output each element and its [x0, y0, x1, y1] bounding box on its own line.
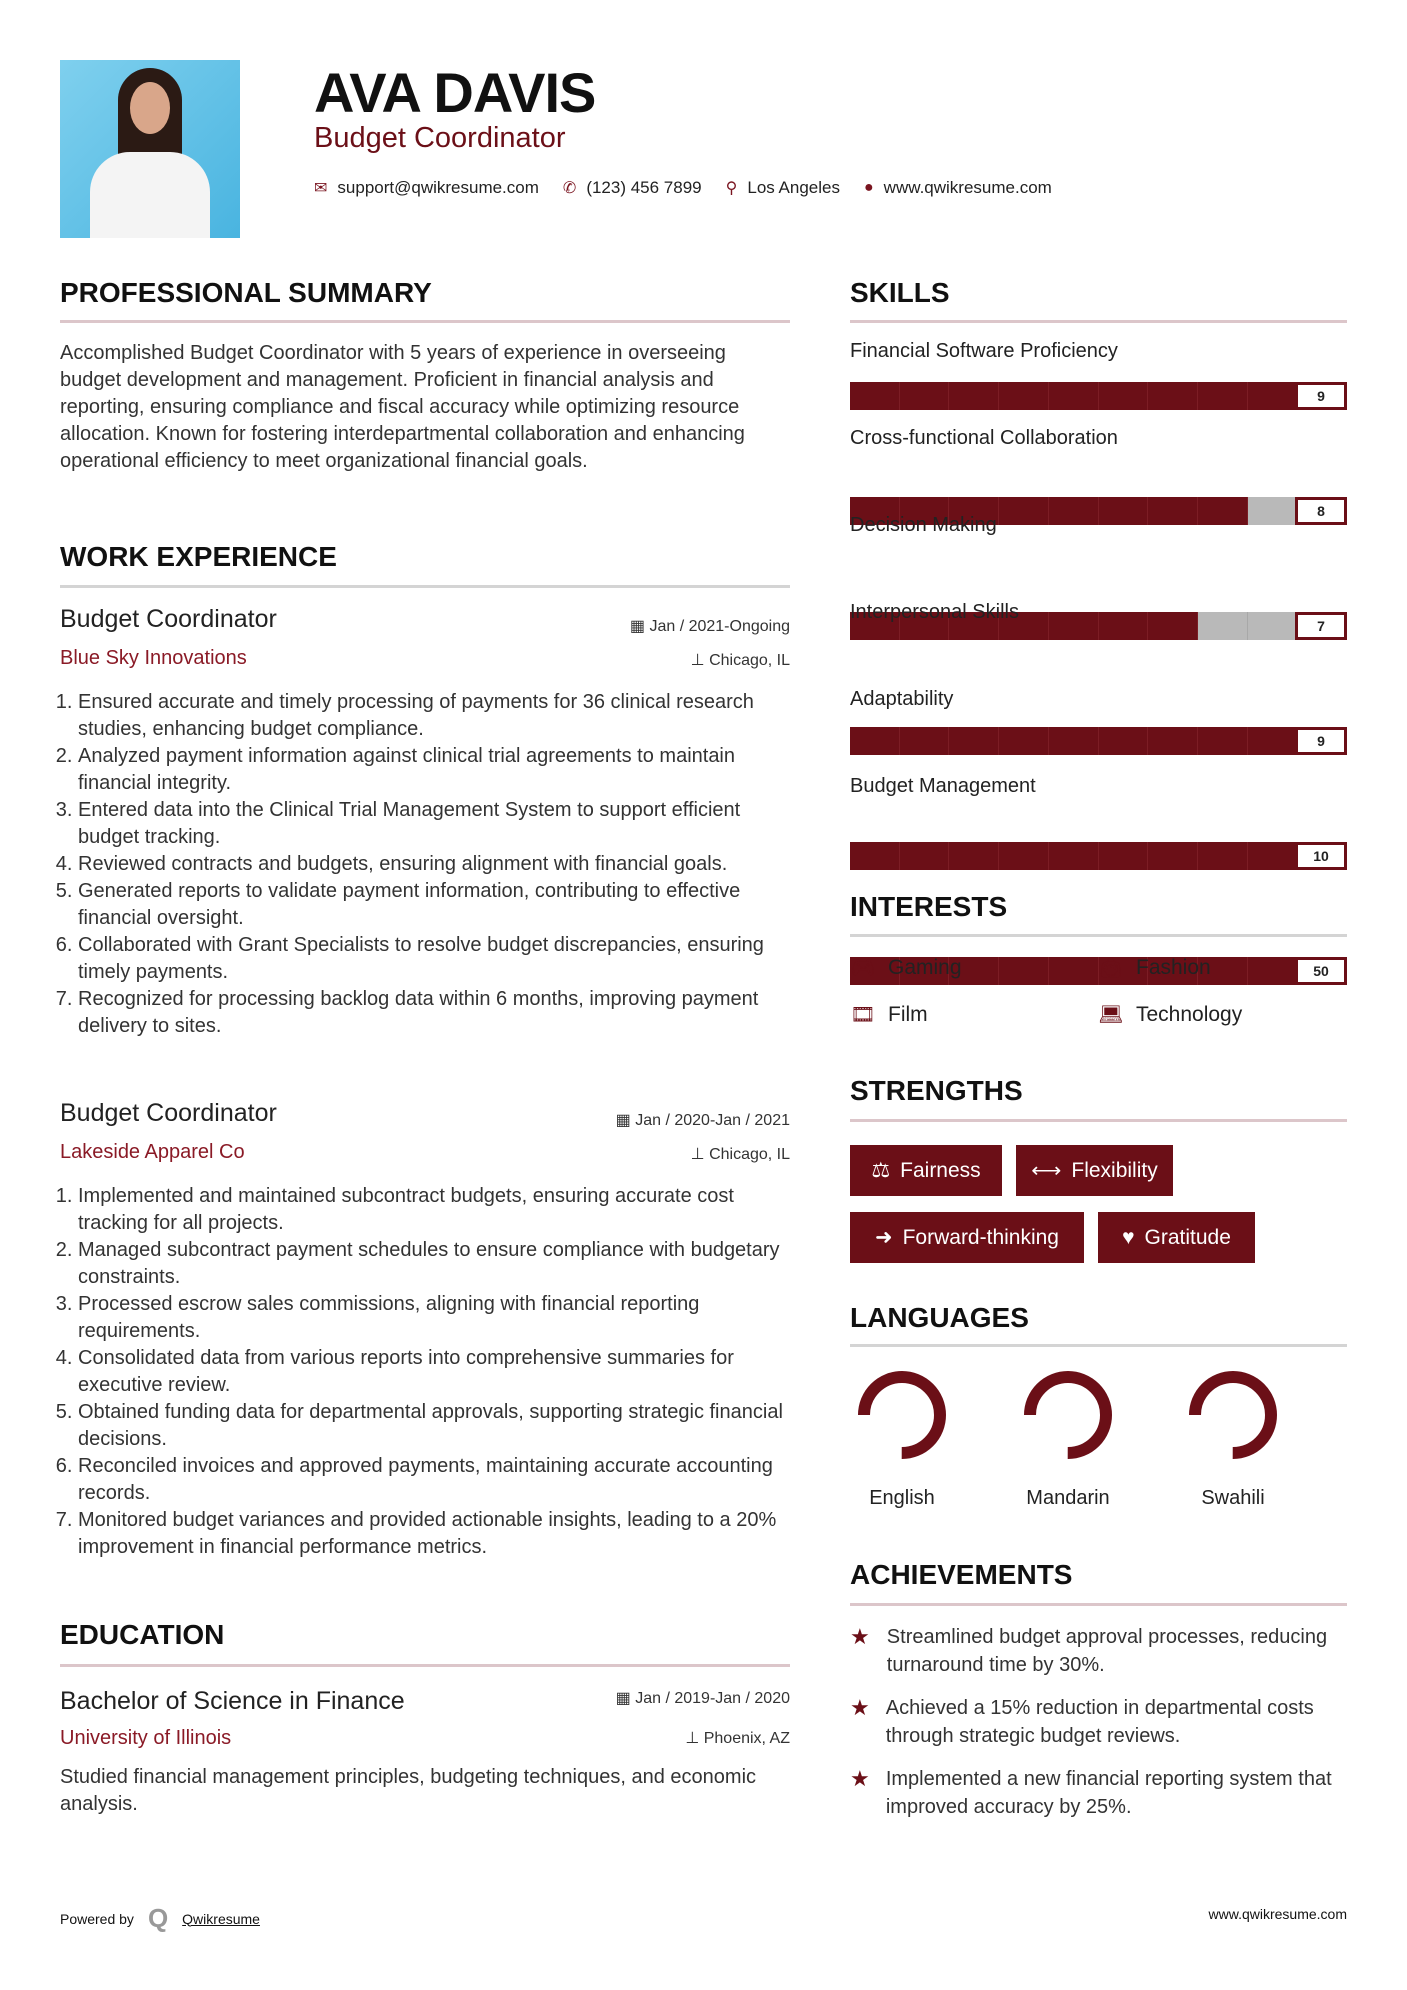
- skill-label: Cross-functional Collaboration: [850, 427, 1118, 449]
- skill-segment: [1049, 727, 1099, 755]
- skill-segment: [949, 382, 999, 410]
- achievements-heading: ACHIEVEMENTS: [850, 1559, 1073, 1590]
- language-ring: [1183, 1365, 1283, 1465]
- phone: (123) 456 7899: [586, 178, 702, 197]
- bullet-item: 6. Collaborated with Grant Specialists to resolve budget discrepancies, ensuring timely payments.: [78, 932, 790, 986]
- achievement-item: [850, 1765, 1347, 1821]
- strength-badge: [1016, 1145, 1173, 1196]
- language-level-arc: [1195, 1377, 1271, 1453]
- bullet-item: 7. Recognized for processing backlog data within 6 months, improving payment delivery to sites.: [78, 986, 790, 1040]
- interest-item: [850, 1002, 928, 1027]
- shopping-bag-icon: 👜︎: [1098, 957, 1124, 979]
- skill-segment: [1248, 957, 1298, 985]
- language-label: Mandarin: [1026, 1487, 1110, 1509]
- skill-segment: [1148, 842, 1198, 870]
- pin-icon: ⊥: [690, 1146, 710, 1163]
- degree: Bachelor of Science in Finance: [60, 1687, 405, 1715]
- skill-segment: [999, 382, 1049, 410]
- gamepad-icon: 🎮︎: [850, 957, 876, 979]
- pin-icon: ⊥: [690, 652, 710, 669]
- bullet-item: 1. Ensured accurate and timely processing of payments for 36 clinical research studies, enhancing budget compliance.: [78, 689, 790, 743]
- candidate-title: Budget Coordinator: [314, 122, 566, 154]
- skill-segment: [1049, 842, 1099, 870]
- location-text: Chicago, IL: [709, 1146, 790, 1163]
- map-marker-icon: ⚲: [725, 180, 738, 197]
- skill-segment: [1148, 382, 1198, 410]
- dates-text: Jan / 2021-Ongoing: [649, 618, 790, 635]
- education-dates: [616, 1688, 790, 1708]
- language-ring: [852, 1365, 952, 1465]
- envelope-icon: ✉: [314, 180, 328, 197]
- interest-label: Fashion: [1136, 955, 1211, 979]
- footer-website[interactable]: www.qwikresume.com: [1208, 1906, 1347, 1922]
- strength-badge: [850, 1145, 1002, 1196]
- divider: [850, 1344, 1347, 1347]
- skill-segment: [999, 842, 1049, 870]
- interests-heading: INTERESTS: [850, 891, 1008, 922]
- email[interactable]: support@qwikresume.com: [337, 178, 539, 197]
- job-bullets: [60, 1183, 790, 1561]
- calendar-icon: ▦: [615, 1690, 636, 1707]
- interest-item: [1098, 1002, 1242, 1027]
- skill-segment: [1099, 382, 1149, 410]
- divider: [850, 1603, 1347, 1606]
- interest-item: [1098, 955, 1211, 980]
- dates-text: Jan / 2019-Jan / 2020: [635, 1690, 790, 1707]
- star-icon: ★: [850, 1695, 870, 1720]
- interest-label: Film: [888, 1002, 928, 1026]
- job-title: Budget Coordinator: [60, 605, 277, 633]
- education-location: [685, 1728, 790, 1748]
- education-description: Studied financial management principles, budgeting techniques, and economic analysis.: [60, 1766, 757, 1815]
- interest-item: [850, 955, 962, 980]
- strength-label: Gratitude: [1144, 1225, 1231, 1249]
- bullet-item: 5. Generated reports to validate payment information, contributing to effective financial oversight.: [78, 878, 790, 932]
- skill-segment: [1148, 727, 1198, 755]
- skill-label: Financial Software Proficiency: [850, 340, 1118, 362]
- divider: [60, 585, 790, 588]
- contact-bar: [314, 178, 1052, 198]
- language-ring: [1018, 1365, 1118, 1465]
- skill-segment: [850, 382, 900, 410]
- job-location: [691, 1144, 790, 1164]
- summary-heading: PROFESSIONAL SUMMARY: [60, 277, 432, 308]
- achievement-text: Streamlined budget approval processes, reducing turnaround time by 30%.: [886, 1626, 1328, 1676]
- brand-link[interactable]: Qwikresume: [182, 1910, 260, 1927]
- skill-label: Decision Making: [850, 514, 997, 536]
- skill-value: 8: [1295, 497, 1347, 525]
- globe-icon: ●: [864, 179, 874, 196]
- dates-text: Jan / 2020-Jan / 2021: [635, 1112, 790, 1129]
- achievement-text: Implemented a new financial reporting system that improved accuracy by 25%.: [885, 1768, 1332, 1818]
- balance-scale-icon: ⚖: [871, 1159, 891, 1182]
- company-name: Blue Sky Innovations: [60, 647, 247, 669]
- strengths-heading: STRENGTHS: [850, 1075, 1023, 1106]
- skill-segment: [900, 727, 950, 755]
- film-icon: 🎞︎: [850, 1004, 876, 1026]
- skills-heading: SKILLS: [850, 277, 950, 308]
- achievement-text: Achieved a 15% reduction in departmental costs through strategic budget reviews.: [885, 1697, 1314, 1747]
- school: University of Illinois: [60, 1727, 232, 1749]
- divider: [850, 1119, 1347, 1122]
- skill-segment: [999, 957, 1049, 985]
- strength-badge: [850, 1212, 1084, 1263]
- skill-segment: [1099, 842, 1149, 870]
- divider: [60, 320, 790, 323]
- skill-segment: [1198, 727, 1248, 755]
- skill-label: Adaptability: [850, 688, 954, 710]
- strength-label: Fairness: [900, 1158, 981, 1182]
- strength-label: Forward-thinking: [902, 1225, 1059, 1249]
- bullet-item: 4. Consolidated data from various reports into comprehensive summaries for executive review.: [78, 1345, 790, 1399]
- arrow-right-icon: ➜: [874, 1226, 893, 1249]
- experience-heading: WORK EXPERIENCE: [60, 541, 337, 572]
- bullet-item: 2. Managed subcontract payment schedules to ensure compliance with budgetary constraints.: [78, 1237, 790, 1291]
- language-level-arc: [1030, 1377, 1106, 1453]
- location-text: Phoenix, AZ: [703, 1730, 790, 1747]
- skill-label: Interpersonal Skills: [850, 601, 1019, 623]
- language-label: Swahili: [1201, 1487, 1265, 1509]
- summary-text: Accomplished Budget Coordinator with 5 years of experience in overseeing budget development and management. Proficient in financial analysis and reporting, ensuring compliance and fiscal accuracy while optimizing resource allocation. Known for fostering interdepartmental collaboration and enhancing operational efficiency to meet organizational financial goals.: [60, 342, 745, 472]
- skill-bar: [850, 727, 1347, 755]
- job-dates: [616, 1110, 790, 1130]
- skill-value: 9: [1295, 727, 1347, 755]
- arrows-h-icon: ⟷: [1031, 1159, 1062, 1182]
- bullet-item: 4. Reviewed contracts and budgets, ensuring alignment with financial goals.: [78, 851, 790, 878]
- bullet-item: 7. Monitored budget variances and provided actionable insights, leading to a 20% improvement in financial performance metrics.: [78, 1507, 790, 1561]
- language-label: English: [869, 1487, 935, 1509]
- skill-segment: [1248, 382, 1298, 410]
- interest-label: Gaming: [888, 955, 962, 979]
- skill-bar: [850, 382, 1347, 410]
- skill-segment: [1248, 842, 1298, 870]
- skill-segment: [1198, 382, 1248, 410]
- skill-segment: [1248, 727, 1298, 755]
- skill-segment: [900, 382, 950, 410]
- skill-value: 7: [1295, 612, 1347, 640]
- achievement-item: [850, 1694, 1347, 1750]
- bullet-item: 6. Reconciled invoices and approved payments, maintaining accurate accounting records.: [78, 1453, 790, 1507]
- pin-icon: ⊥: [685, 1730, 704, 1747]
- skill-segment: [900, 842, 950, 870]
- bullet-item: 5. Obtained funding data for departmental approvals, supporting strategic financial decisions.: [78, 1399, 790, 1453]
- strength-label: Flexibility: [1071, 1158, 1158, 1182]
- skill-value: 9: [1295, 382, 1347, 410]
- laptop-icon: 💻︎: [1098, 1004, 1124, 1026]
- skill-segment: [850, 842, 900, 870]
- skill-value: 10: [1295, 842, 1347, 870]
- skill-segment: [1049, 957, 1099, 985]
- skill-segment: [1049, 382, 1099, 410]
- job-location: [691, 650, 790, 670]
- location-text: Chicago, IL: [709, 652, 790, 669]
- education-heading: EDUCATION: [60, 1619, 225, 1650]
- skill-segment: [949, 842, 999, 870]
- phone-icon: ✆: [562, 180, 577, 197]
- skill-label: Budget Management: [850, 775, 1036, 797]
- calendar-icon: ▦: [615, 1112, 636, 1129]
- achievement-item: [850, 1623, 1347, 1679]
- skill-segment: [850, 727, 900, 755]
- job-title: Budget Coordinator: [60, 1099, 277, 1127]
- star-icon: ★: [850, 1624, 870, 1649]
- divider: [850, 934, 1347, 937]
- qwikresume-logo-icon: Q: [147, 1903, 169, 1933]
- interest-label: Technology: [1136, 1002, 1243, 1026]
- heart-icon: ♥: [1122, 1225, 1135, 1249]
- skill-segment: [1099, 727, 1149, 755]
- bullet-item: 3. Entered data into the Clinical Trial Management System to support efficient budget tracking.: [78, 797, 790, 851]
- bullet-item: 1. Implemented and maintained subcontract budgets, ensuring accurate cost tracking for all projects.: [78, 1183, 790, 1237]
- skill-bar: [850, 842, 1347, 870]
- location: Los Angeles: [747, 178, 840, 197]
- divider: [850, 320, 1347, 323]
- skill-segment: [949, 727, 999, 755]
- languages-heading: LANGUAGES: [850, 1302, 1029, 1333]
- skill-value: 50: [1295, 957, 1347, 985]
- candidate-name: AVA DAVIS: [314, 61, 596, 124]
- skill-segment: [1198, 842, 1248, 870]
- calendar-icon: ▦: [629, 618, 650, 635]
- company-name: Lakeside Apparel Co: [60, 1141, 245, 1163]
- job-bullets: [60, 689, 790, 1040]
- job-dates: [630, 616, 790, 636]
- profile-photo: [60, 60, 240, 238]
- star-icon: ★: [850, 1766, 870, 1791]
- powered-by-label: Powered by: [60, 1910, 134, 1927]
- bullet-item: 2. Analyzed payment information against clinical trial agreements to maintain financial integrity.: [78, 743, 790, 797]
- bullet-item: 3. Processed escrow sales commissions, aligning with financial reporting requirements.: [78, 1291, 790, 1345]
- website[interactable]: www.qwikresume.com: [883, 178, 1052, 197]
- language-level-arc: [864, 1377, 940, 1453]
- divider: [60, 1664, 790, 1667]
- strength-badge: [1098, 1212, 1255, 1263]
- skill-segment: [999, 727, 1049, 755]
- footer-powered: [60, 1903, 260, 1934]
